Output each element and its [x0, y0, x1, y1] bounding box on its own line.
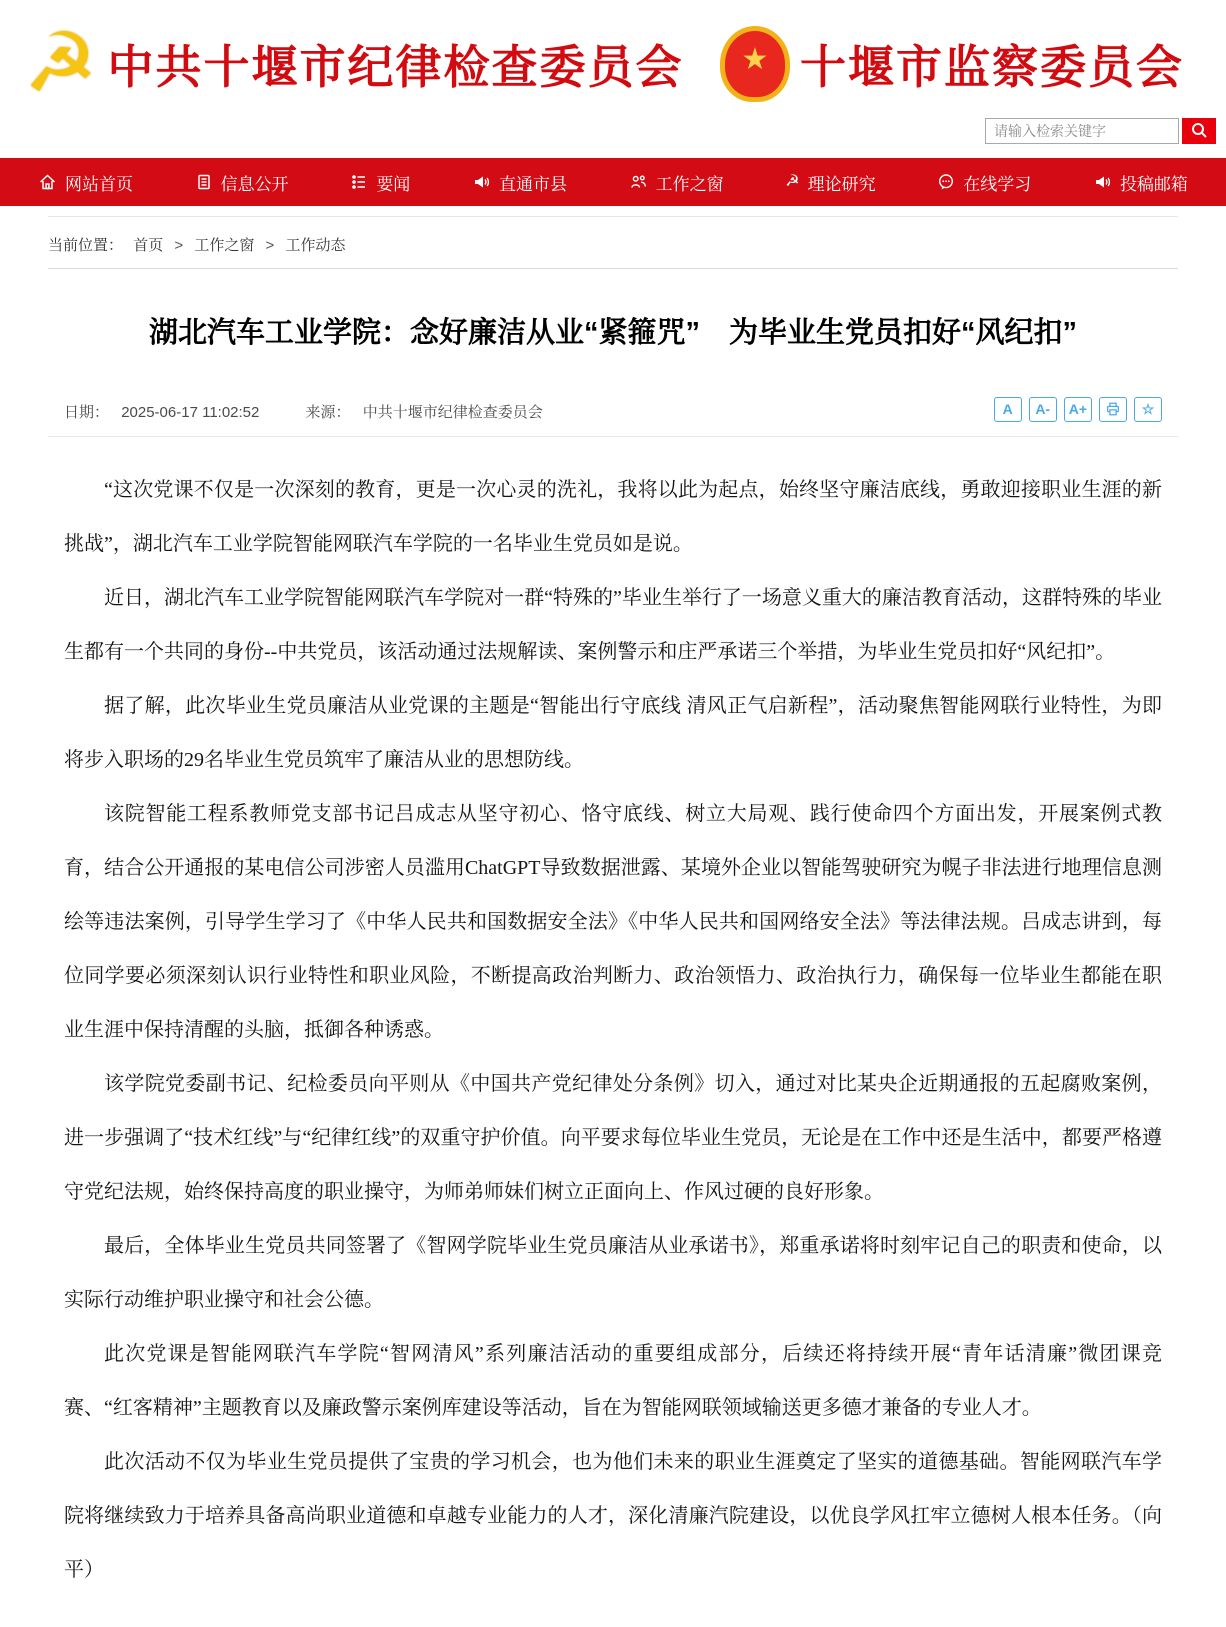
article-tools	[994, 397, 1162, 422]
font-size-normal-button[interactable]: A	[994, 397, 1022, 422]
brand-supervision-commission	[720, 26, 1184, 102]
article-paragraph: 此次活动不仅为毕业生党员提供了宝贵的学习机会，也为他们未来的职业生涯奠定了坚实的道德基础。智能网联汽车学院将继续致力于培养具备高尚职业道德和卓越专业能力的人才，深化清廉汽院建设，以优良学风扛牢立德树人根本任务。（向平）	[64, 1450, 1162, 1581]
search-button[interactable]	[1182, 118, 1216, 144]
article-paragraph: 据了解，此次毕业生党员廉洁从业党课的主题是“智能出行守底线 清风正气启新程”，活动聚焦智能网联行业特性，为即将步入职场的29名毕业生党员筑牢了廉洁从业的思想防线。	[64, 694, 1162, 771]
breadcrumb-work-window[interactable]: 工作之窗	[194, 237, 255, 254]
article-meta	[48, 397, 1178, 437]
font-size-increase-button[interactable]: A+	[1064, 397, 1092, 422]
list-icon	[350, 173, 368, 191]
article-meta-left	[64, 401, 551, 422]
megaphone-icon	[472, 173, 491, 191]
home-icon	[38, 173, 57, 191]
article-paragraph: “这次党课不仅是一次深刻的教育，更是一次心灵的洗礼，我将以此为起点，始终坚守廉洁底线，勇敢迎接职业生涯的新挑战”，湖北汽车工业学院智能网联汽车学院的一名毕业生党员如是说。	[64, 478, 1162, 555]
national-emblem-icon: ★	[720, 26, 790, 102]
chat-icon	[937, 173, 955, 191]
site-title-right: 十堰市监察委员会	[800, 42, 1184, 93]
nav-item-theory-research[interactable]	[785, 170, 875, 195]
printer-icon	[1105, 401, 1121, 417]
nav-item-news[interactable]	[350, 170, 410, 195]
nav-item-city-county[interactable]	[472, 170, 567, 195]
nav-item-label: 网站首页	[65, 174, 133, 194]
nav-item-submission-mailbox[interactable]	[1093, 170, 1188, 195]
article-paragraph: 该院智能工程系教师党支部书记吕成志从坚守初心、恪守底线、树立大局观、践行使命四个方面出发，开展案例式教育，结合公开通报的某电信公司涉密人员滥用ChatGPT导致数据泄露、某境外企业以智能驾驶研究为幌子非法进行地理信息测绘等违法案例，引导学生学习了《中华人民共和国数据安全法》《中华人民共和国网络安全法》等法律法规。吕成志讲到，每位同学要必须深刻认识行业特性和职业风险，不断提高政治判断力、政治领悟力、政治执行力，确保每一位毕业生都能在职业生涯中保持清醒的头脑，抵御各种诱惑。	[64, 802, 1162, 1041]
publish-date: 2025-06-17 11:02:52	[121, 403, 260, 421]
site-title-left: 中共十堰市纪律检查委员会	[107, 42, 684, 93]
search-bar	[0, 114, 1226, 158]
breadcrumb-work-trends[interactable]: 工作动态	[285, 237, 346, 254]
party-icon: ☭	[785, 173, 800, 190]
party-emblem-icon: ☭	[24, 18, 98, 109]
star-icon: ☆	[1141, 401, 1155, 418]
search-icon	[1190, 121, 1208, 142]
print-button[interactable]	[1099, 397, 1127, 422]
nav-item-online-learning[interactable]	[937, 170, 1031, 195]
megaphone-icon	[1093, 173, 1112, 191]
nav-item-home[interactable]	[38, 170, 133, 195]
article-body	[48, 463, 1178, 1597]
source-name: 中共十堰市纪律检查委员会	[362, 403, 543, 421]
nav-item-label: 工作之窗	[655, 174, 724, 194]
brand-discipline-commission	[24, 18, 684, 109]
nav-item-label: 要闻	[376, 174, 411, 194]
nav-item-label: 投稿邮箱	[1119, 174, 1188, 194]
breadcrumb	[48, 216, 1178, 269]
nav-item-work-window[interactable]	[629, 170, 724, 195]
article-paragraph: 近日，湖北汽车工业学院智能网联汽车学院对一群“特殊的”毕业生举行了一场意义重大的廉洁教育活动，这群特殊的毕业生都有一个共同的身份--中共党员，该活动通过法规解读、案例警示和庄严承诺三个举措，为毕业生党员扣好“风纪扣”。	[64, 586, 1162, 663]
article-paragraph: 最后，全体毕业生党员共同签署了《智网学院毕业生党员廉洁从业承诺书》，郑重承诺将时刻牢记自己的职责和使命，以实际行动维护职业操守和社会公德。	[64, 1234, 1162, 1311]
document-icon	[195, 173, 213, 191]
site-header	[0, 0, 1226, 114]
nav-item-info-disclosure[interactable]	[195, 170, 289, 195]
breadcrumb-label: 当前位置：	[48, 237, 124, 254]
article-paragraph: 此次党课是智能网联汽车学院“智网清风”系列廉洁活动的重要组成部分，后续还将持续开展“青年话清廉”微团课竞赛、“红客精神”主题教育以及廉政警示案例库建设等活动，旨在为智能网联领域输送更多德才兼备的专业人才。	[64, 1342, 1162, 1419]
article-paragraph: 该学院党委副书记、纪检委员向平则从《中国共产党纪律处分条例》切入，通过对比某央企近期通报的五起腐败案例，进一步强调了“技术红线”与“纪律红线”的双重守护价值。向平要求每位毕业生党员，无论是在工作中还是生活中，都要严格遵守党纪法规，始终保持高度的职业操守，为师弟师妹们树立正面向上、作风过硬的良好形象。	[64, 1072, 1162, 1203]
search-input[interactable]	[985, 118, 1179, 144]
breadcrumb-separator: >	[174, 237, 184, 254]
date-label: 日期：	[64, 403, 110, 421]
font-size-decrease-button[interactable]: A-	[1029, 397, 1057, 422]
nav-item-label: 理论研究	[807, 174, 876, 194]
article-title: 湖北汽车工业学院：念好廉洁从业“紧箍咒” 为毕业生党员扣好“风纪扣”	[148, 317, 1077, 349]
breadcrumb-separator: >	[265, 237, 275, 254]
nav-item-label: 在线学习	[963, 174, 1032, 194]
people-icon	[629, 173, 648, 191]
nav-item-label: 直通市县	[498, 174, 567, 194]
article-page	[16, 216, 1210, 1597]
nav-item-label: 信息公开	[220, 174, 289, 194]
breadcrumb-home[interactable]: 首页	[133, 237, 164, 254]
main-nav	[0, 158, 1226, 206]
favorite-button[interactable]	[1134, 397, 1162, 422]
source-label: 来源：	[305, 403, 351, 421]
